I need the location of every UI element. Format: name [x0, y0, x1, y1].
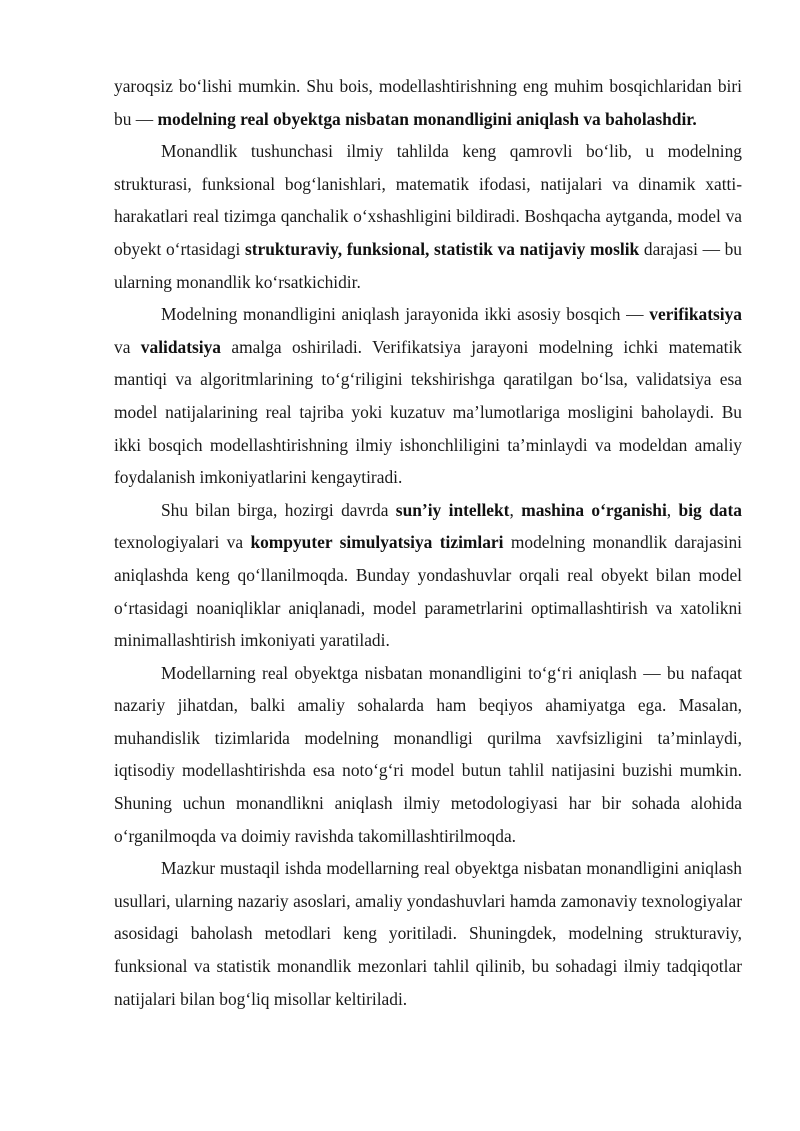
text-run: modelning monandlik darajasini aniqlashda keng qo‘llanilmoqda. Bunday yondashuvlar orqali real obyekt bilan model o‘rtasidagi noaniqliklar aniqlanadi, model parametrlarini optimallashtirish va xatolikni minimallashtirish imkoniyati yaratiladi. [114, 532, 742, 651]
text-run: , [509, 499, 522, 520]
text-run: Mazkur mustaqil ishda modellarning real obyektga nisbatan monandligini aniqlash usullari, ularning nazariy asoslari, amaliy yondashuvlari hamda zamonaviy texnologiyalar asosidagi baholash metodlari keng yoritiladi. Shuningdek, modelning strukturaviy, funksional va statistik monandlik mezonlari tahlil qilinib, bu sohadagi ilmiy tadqiqotlar natijalari bilan bog‘liq misollar keltiriladi. [114, 858, 742, 1009]
paragraph-2 [114, 135, 742, 298]
text-run: Modellarning real obyektga nisbatan monandligini to‘g‘ri aniqlash — bu nafaqat nazariy jihatdan, balki amaliy sohalarda ham beqiyos ahamiyatga ega. Masalan, muhandislik tizimlarida modelning monandligi qurilma xavfsizligini ta’minlaydi, iqtisodiy modellashtirishda esa noto‘g‘ri model butun tahlil natijasini buzishi mumkin. Shuning uchun monandlikni aniqlash ilmiy metodologiyasi har bir sohada alohida o‘rganilmoqda va doimiy ravishda takomillashtirilmoqda. [114, 662, 742, 846]
bold-run: big data [678, 499, 742, 520]
text-run: Monandlik tushunchasi ilmiy tahlilda keng qamrovli bo‘lib, u modelning strukturasi, funksional bog‘lanishlari, matematik ifodasi, natijalari va dinamik xatti-harakatlari real tizimga qanchalik o‘xshashligini bildiradi. Boshqacha aytganda, model va obyekt o‘rtasidagi [114, 141, 742, 259]
bold-run: kompyuter simulyatsiya tizimlari [250, 532, 504, 553]
paragraph-4 [114, 494, 742, 657]
paragraph-6 [114, 852, 742, 1015]
bold-run: modelning real obyektga nisbatan monandligini aniqlash va baholashdir. [157, 108, 697, 129]
bold-run: sun’iy intellekt [395, 499, 510, 520]
paragraph-1 [114, 70, 742, 135]
paragraph-5 [114, 657, 742, 853]
bold-run: verifikatsiya [649, 304, 742, 325]
text-run: Modelning monandligini aniqlash jarayonida ikki asosiy bosqich — [161, 304, 650, 325]
text-run: , [666, 499, 679, 520]
paragraph-3 [114, 298, 742, 494]
bold-run: validatsiya [140, 336, 221, 357]
bold-run: mashina o‘rganishi [521, 499, 667, 520]
text-run: yaroqsiz bo‘lishi mumkin. Shu bois, modellashtirishning eng muhim bosqichlaridan biri bu — [114, 76, 742, 129]
text-run: texnologiyalari va [114, 532, 251, 553]
text-run: Shu bilan birga, hozirgi davrda [161, 499, 396, 520]
text-run: amalga oshiriladi. Verifikatsiya jarayoni modelning ichki matematik mantiqi va algoritmlarining to‘g‘riligini tekshirishga qaratilgan bo‘lsa, validatsiya esa model natijalarining real tajriba yoki kuzatuv ma’lumotlariga mosligini baholaydi. Bu ikki bosqich modellashtirishning ilmiy ishonchliligini ta’minlaydi va modeldan amaliy foydalanish imkoniyatlarini kengaytiradi. [114, 336, 742, 488]
bold-run: strukturaviy, funksional, statistik va natijaviy moslik [244, 238, 640, 259]
text-run: va [114, 336, 141, 357]
text-run: darajasi — bu ularning monandlik ko‘rsatkichidir. [114, 238, 742, 292]
document-page [114, 70, 742, 1015]
